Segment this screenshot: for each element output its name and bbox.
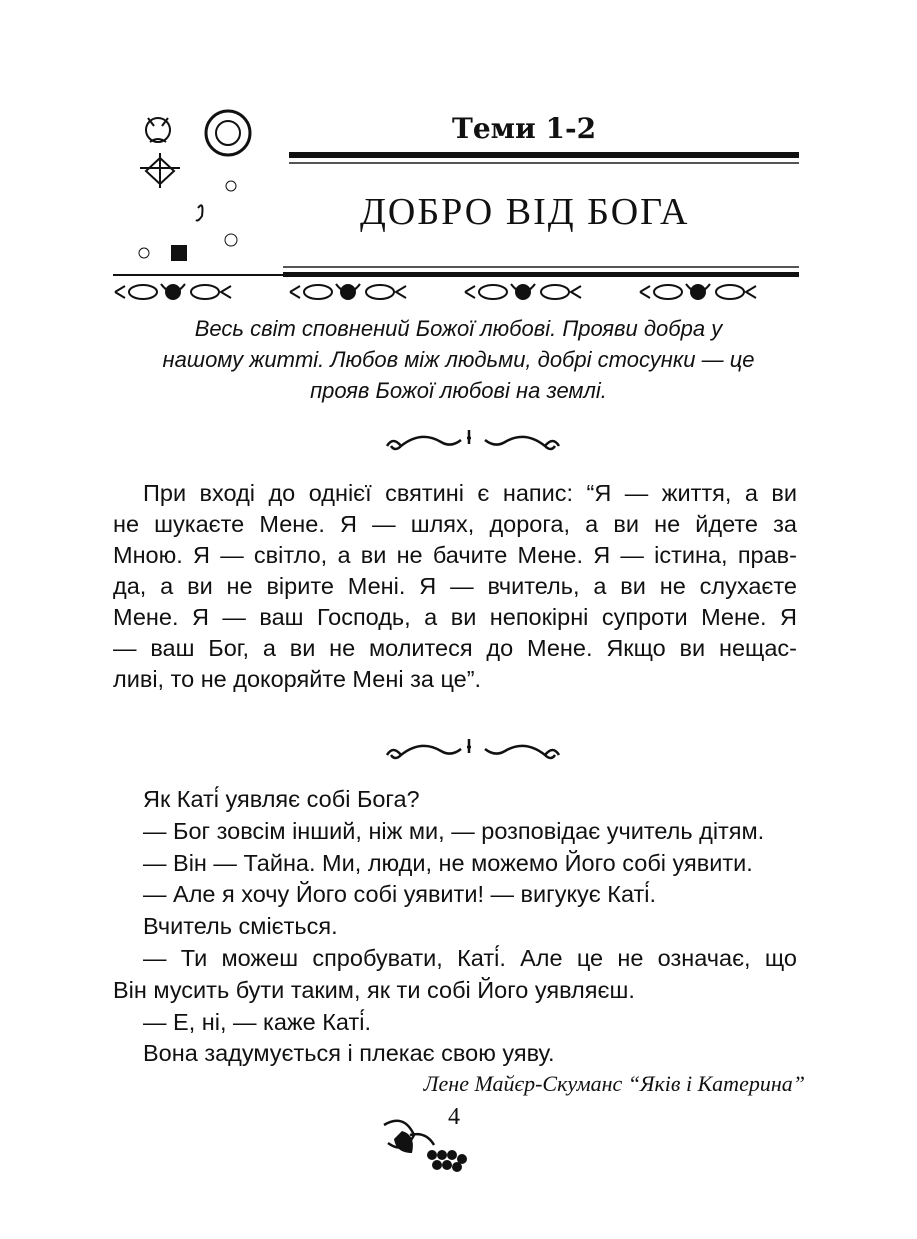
divider	[283, 266, 799, 268]
topic-heading: Теми 1-2	[452, 112, 597, 145]
divider	[289, 152, 799, 158]
dialogue-line: Він мусить бути таким, як ти собі Його уявляєш.	[113, 977, 635, 1003]
dialogue-line: Як Каті́ уявляє собі Бога?	[143, 786, 420, 812]
dialogue-line: — Е, ні, — каже Каті́.	[143, 1009, 371, 1035]
floral-border-icon	[113, 280, 799, 304]
intro-line: нашому житті. Любов між людьми, добрі стосунки — це	[162, 347, 755, 372]
divider	[113, 274, 283, 276]
intro-text	[100, 313, 817, 406]
divider	[289, 162, 799, 164]
flourish-divider-icon	[383, 737, 563, 767]
dialogue-line: — Бог зовсім інший, ніж ми, — розповідає учитель дітям.	[143, 818, 765, 844]
intro-line: Весь світ сповнений Божої любові. Прояви добра у	[194, 316, 723, 341]
paragraph-line: ливі, то не докоряйте Мені за це”.	[113, 666, 482, 692]
paragraph-line: не шукаєте Мене. Я — шлях, дорога, а ви не йдете за	[113, 511, 797, 537]
divider	[283, 272, 799, 277]
dialogue-line: Вона задумується і плекає свою уяву.	[143, 1040, 555, 1066]
grape-vine-icon	[380, 1115, 470, 1173]
attribution: Лене Майєр-Скуманс “Яків і Катерина”	[423, 1071, 805, 1096]
page-title: ДОБРО ВІД БОГА	[360, 191, 690, 233]
page-number: 4	[448, 1104, 460, 1130]
paragraph-line: да, а ви не вірите Мені. Я — вчитель, а ви не слухаєте	[113, 573, 797, 599]
intro-line: прояв Божої любові на землі.	[310, 378, 607, 403]
dialogue-line: Вчитель сміється.	[143, 913, 338, 939]
flourish-divider-icon	[383, 428, 563, 458]
dialogue-line: — Ти можеш спробувати, Каті́. Але це не означає, що	[143, 945, 797, 971]
dialogue-line: — Але я хочу Його собі уявити! — вигукує Каті́.	[143, 881, 657, 907]
dialogue-line: — Він — Тайна. Ми, люди, не можемо Його собі уявити.	[143, 850, 753, 876]
folk-ornaments-icon	[130, 108, 280, 268]
paragraph-line: При вході до однієї святині є напис: “Я — життя, а ви	[143, 480, 797, 506]
paragraph-line: — ваш Бог, а ви не молитеся до Мене. Якщо ви нещас-	[113, 635, 797, 661]
paragraph-line: Мене. Я — ваш Господь, а ви непокірні супроти Мене. Я	[113, 604, 797, 630]
paragraph-line: Мною. Я — світло, а ви не бачите Мене. Я — істина, прав-	[113, 542, 797, 568]
